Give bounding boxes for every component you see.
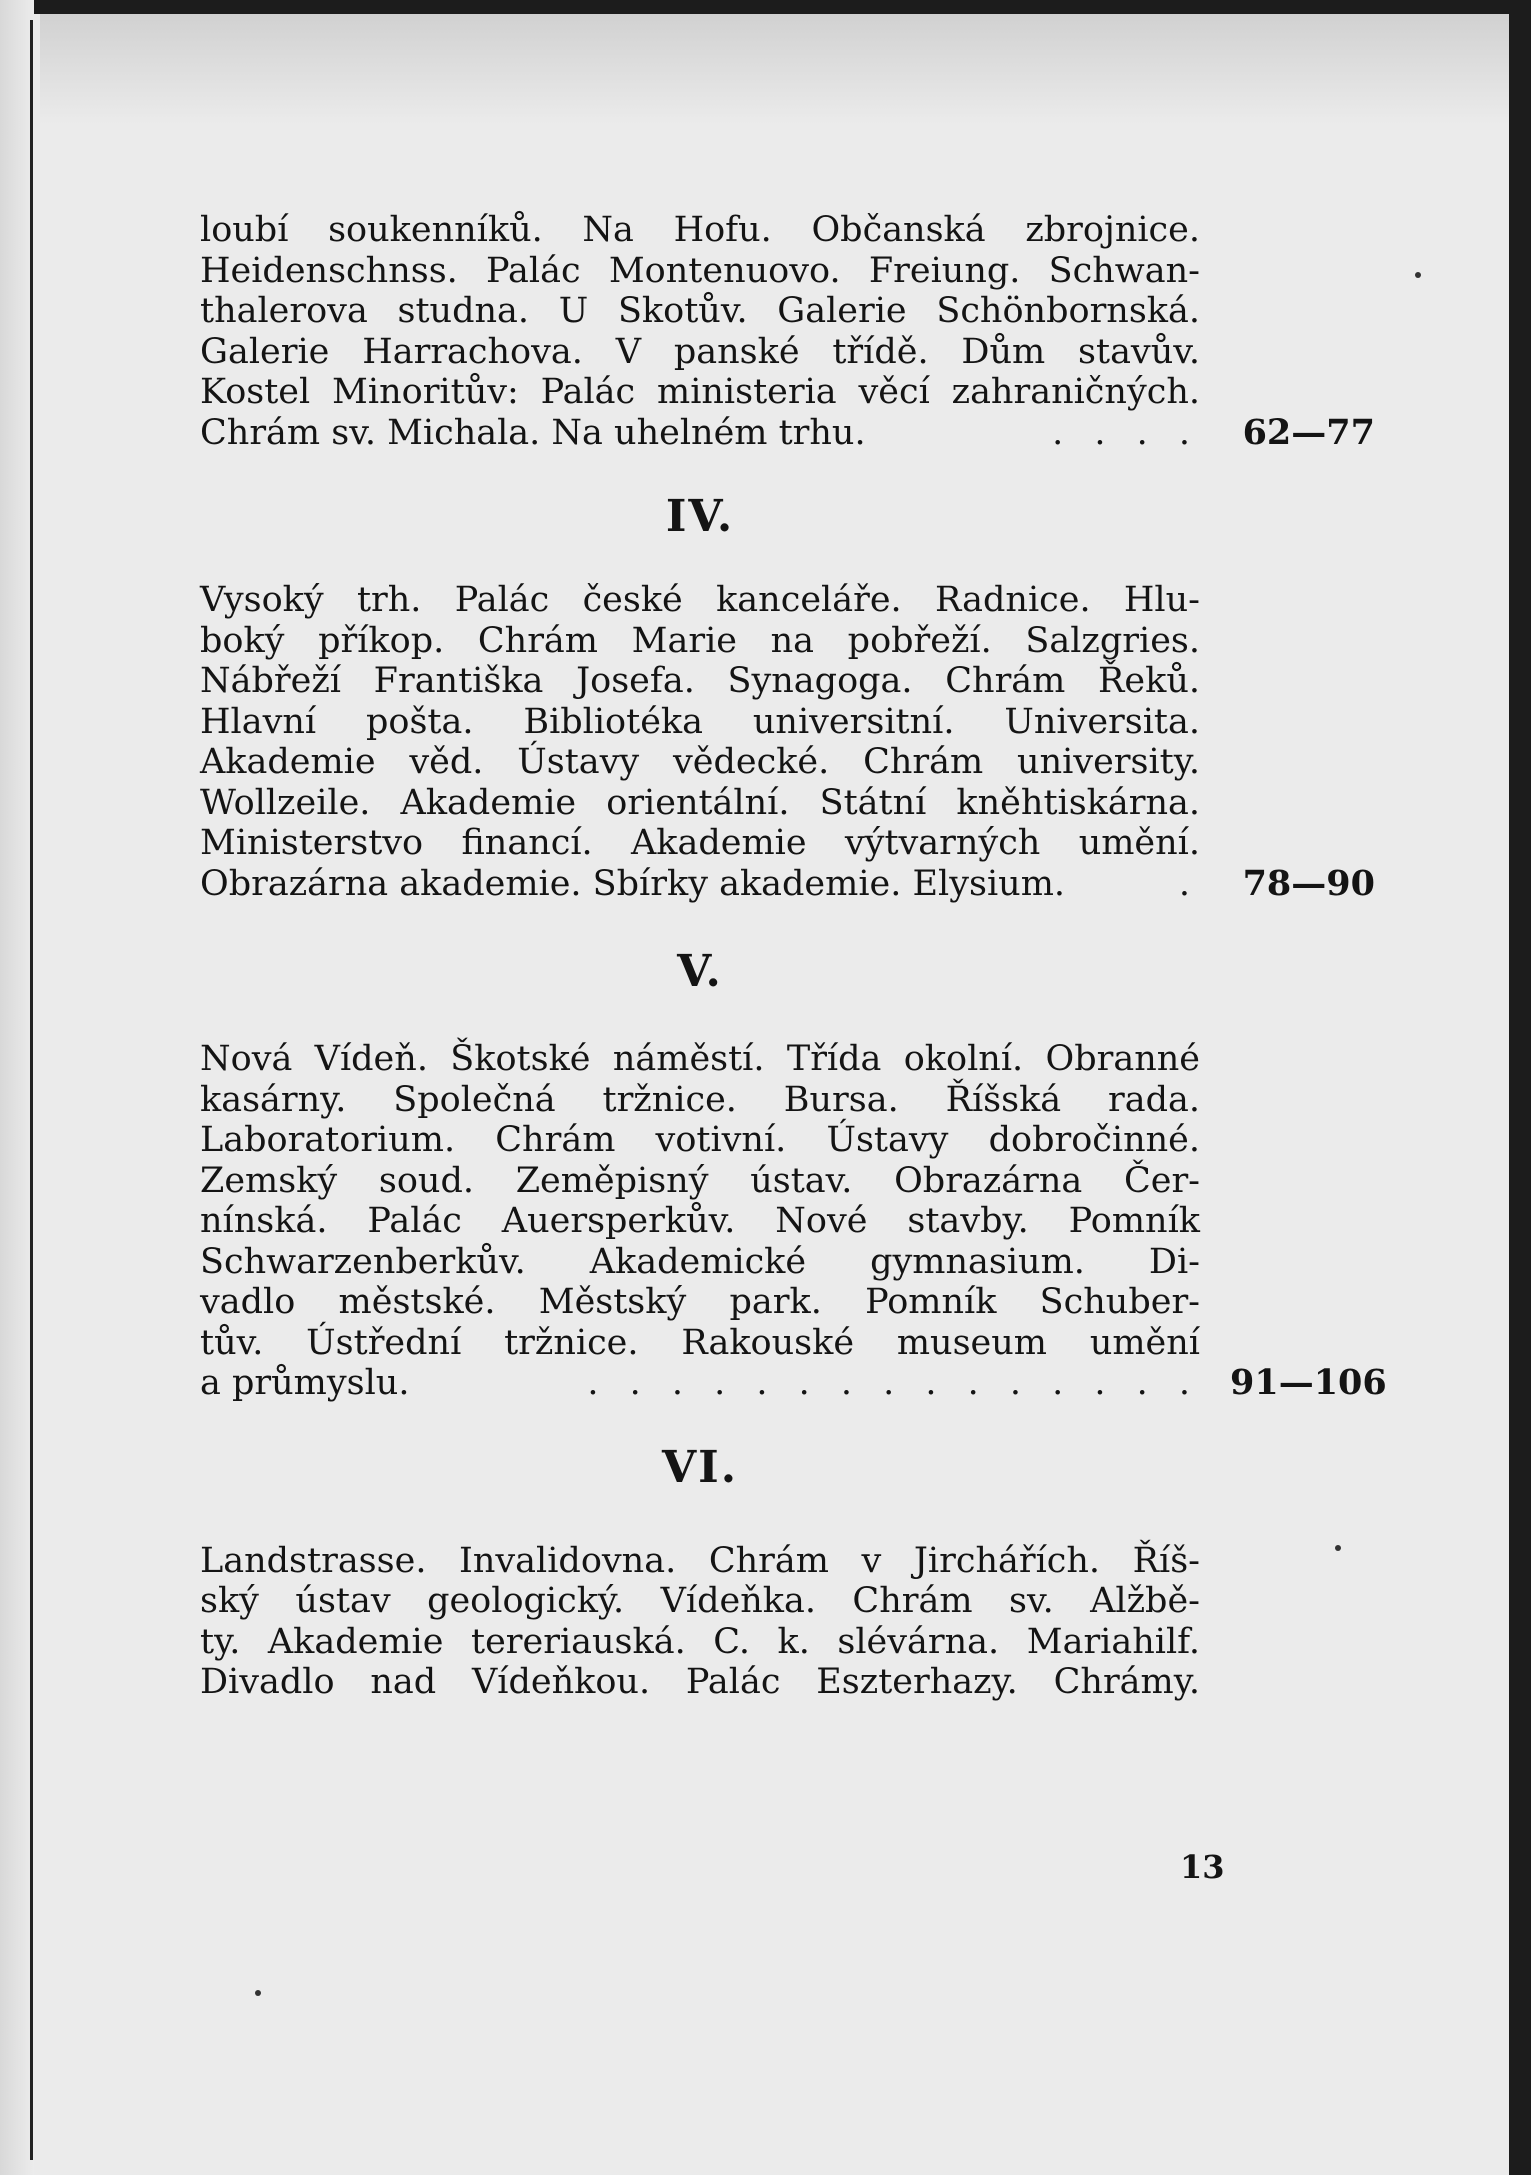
section-heading-v: V. bbox=[677, 946, 723, 997]
scan-edge-top bbox=[0, 0, 1531, 14]
toc-entry-5 bbox=[200, 1039, 1387, 1404]
toc-entry-4 bbox=[200, 580, 1375, 904]
toc-line: Chrám sv. Michala. Na uhelném trhu. bbox=[200, 412, 866, 453]
toc-last-line bbox=[200, 1362, 1387, 1404]
toc-line: Wollzeile. Akademie orientální. Státní kněhtiskárna. bbox=[200, 782, 1200, 823]
page-range: 78—90 bbox=[1242, 862, 1375, 904]
section-heading-vi: VI. bbox=[661, 1441, 739, 1493]
page-range: 91—106 bbox=[1230, 1362, 1387, 1403]
scan-edge-left bbox=[0, 0, 34, 2175]
scan-speck bbox=[1335, 1545, 1341, 1551]
toc-line: Akademie věd. Ústavy vědecké. Chrám university. bbox=[200, 742, 1200, 782]
toc-line: vadlo městské. Městský park. Pomník Schuber- bbox=[200, 1282, 1200, 1322]
toc-line: Divadlo nad Vídeňkou. Palác Eszterhazy. Chrámy. bbox=[200, 1662, 1200, 1702]
dot-leader: . . . . bbox=[1052, 412, 1200, 453]
toc-line: Obrazárna akademie. Sbírky akademie. Elysium. bbox=[200, 863, 1066, 904]
toc-line: ty. Akademie tereriauská. C. k. slévárna. Mariahilf. bbox=[200, 1621, 1200, 1662]
toc-line: Hlavní pošta. Bibliotéka universitní. Universita. bbox=[200, 701, 1200, 742]
scan-speck bbox=[1415, 272, 1421, 278]
dot-leader: . bbox=[1178, 863, 1200, 904]
toc-line: Zemský soud. Zeměpisný ústav. Obrazárna Čer- bbox=[200, 1160, 1200, 1201]
toc-line: ský ústav geologický. Vídeňka. Chrám sv. Alžbě- bbox=[200, 1581, 1200, 1621]
toc-line: Galerie Harrachova. V panské třídě. Dům stavův. bbox=[200, 331, 1200, 372]
page-number: 13 bbox=[1180, 1848, 1225, 1886]
toc-line: loubí soukenníků. Na Hofu. Občanská zbrojnice. bbox=[200, 210, 1200, 250]
toc-line: Laboratorium. Chrám votivní. Ústavy dobročinné. bbox=[200, 1120, 1200, 1160]
page-range: 62—77 bbox=[1242, 411, 1375, 453]
dot-leader: . . . . . . . . . . . . . . . bbox=[587, 1363, 1200, 1403]
scan-speck bbox=[255, 1990, 261, 1996]
scan-edge-right bbox=[1509, 0, 1531, 2175]
toc-line: a průmyslu. bbox=[200, 1363, 410, 1403]
toc-line: Nábřeží Františka Josefa. Synagoga. Chrám Řeků. bbox=[200, 661, 1200, 701]
table-of-contents bbox=[200, 210, 1387, 1703]
toc-line: Kostel Minoritův: Palác ministeria věcí zahraničných. bbox=[200, 372, 1200, 412]
toc-line: tův. Ústřední tržnice. Rakouské museum umění bbox=[200, 1322, 1200, 1363]
toc-line: boký příkop. Chrám Marie na pobřeží. Salzgries. bbox=[200, 620, 1200, 661]
toc-line: Schwarzenberkův. Akademické gymnasium. Di- bbox=[200, 1241, 1200, 1282]
toc-line: Ministerstvo financí. Akademie výtvarných umění. bbox=[200, 823, 1200, 863]
toc-line: Heidenschnss. Palác Montenuovo. Freiung. Schwan- bbox=[200, 250, 1200, 291]
toc-entry-3 bbox=[200, 210, 1375, 453]
scan-smudge bbox=[40, 14, 1510, 124]
section-heading-iv: IV. bbox=[665, 491, 735, 542]
toc-line: nínská. Palác Auersperkův. Nové stavby. Pomník bbox=[200, 1201, 1200, 1241]
binding-line bbox=[30, 20, 33, 2160]
toc-line: kasárny. Společná tržnice. Bursa. Říšská rada. bbox=[200, 1079, 1200, 1120]
toc-line: Nová Vídeň. Škotské náměstí. Třída okolní. Obranné bbox=[200, 1039, 1200, 1079]
toc-entry-6 bbox=[200, 1541, 1375, 1703]
toc-line: Vysoký trh. Palác české kanceláře. Radnice. Hlu- bbox=[200, 580, 1200, 620]
toc-last-line bbox=[200, 413, 1375, 454]
toc-line: Landstrasse. Invalidovna. Chrám v Jirchářích. Říš- bbox=[200, 1540, 1200, 1581]
toc-line: thalerova studna. U Skotův. Galerie Schönbornská. bbox=[200, 291, 1200, 331]
toc-last-line bbox=[200, 864, 1375, 905]
